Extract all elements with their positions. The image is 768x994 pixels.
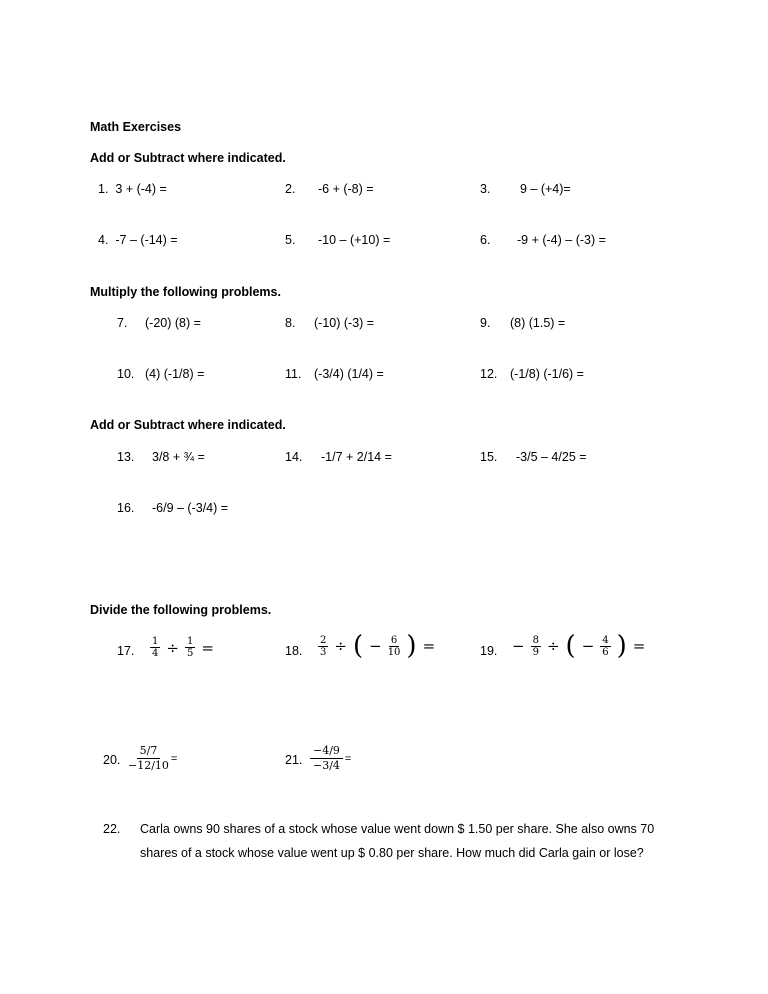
problem-number: 19. (480, 644, 498, 658)
numerator: 8 (532, 634, 539, 646)
problem-text: (8) (1.5) = (510, 316, 566, 330)
problem-number: 9. (480, 316, 491, 330)
complex-fraction (128, 744, 177, 773)
close-paren: ) (616, 631, 627, 661)
denominator: −3/4 (313, 759, 340, 772)
denominator: 6 (602, 646, 609, 658)
close-paren: ) (406, 631, 417, 661)
division-expression (150, 636, 214, 659)
problem-number: 20. (103, 753, 121, 767)
denominator: 10 (387, 646, 401, 658)
denominator: 3 (320, 646, 327, 658)
worksheet-title: Math Exercises (90, 120, 182, 134)
problem-number: 11. (285, 367, 302, 381)
problem-number: 3. (480, 182, 491, 196)
denominator: 5 (186, 648, 194, 659)
numerator: 6 (390, 634, 398, 646)
problem-number: 15. (480, 450, 498, 464)
problem-number: 13. (117, 450, 135, 464)
complex-fraction (310, 744, 351, 773)
problem-number: 12. (480, 367, 498, 381)
problem-text: (-10) (-3) = (314, 316, 375, 330)
problem-text: (4) (-1/8) = (145, 367, 205, 381)
division-expression (512, 633, 645, 659)
equals-sign: = (632, 637, 646, 655)
problem-text: 9 – (+4)= (520, 182, 571, 196)
problem-number: 10. (117, 367, 135, 381)
problem-text: 3/8 + ¾ = (152, 450, 205, 464)
equals-sign: = (422, 637, 436, 655)
divide-sign: ÷ (334, 637, 347, 655)
problem-number: 2. (285, 182, 296, 196)
section-heading: Add or Subtract where indicated. (90, 418, 286, 432)
problem-number: 17. (117, 644, 135, 658)
numerator: −4/9 (310, 744, 343, 759)
section-heading: Add or Subtract where indicated. (90, 151, 286, 165)
problem-text: 3 + (-4) = (115, 182, 167, 196)
problem-number: 5. (285, 233, 296, 247)
minus-sign: − (512, 637, 525, 655)
word-problem-line: Carla owns 90 shares of a stock whose value went down $ 1.50 per share. She also owns 70 (140, 822, 655, 836)
problem-number: 1. (98, 182, 109, 196)
numerator: 4 (602, 634, 609, 646)
problem-text: -1/7 + 2/14 = (321, 450, 392, 464)
section-heading: Multiply the following problems. (90, 285, 281, 299)
problem-text: -9 + (-4) – (-3) = (517, 233, 606, 247)
denominator: 9 (532, 646, 539, 658)
problem-4 (98, 233, 178, 248)
division-expression (318, 633, 435, 659)
problem-number: 16. (117, 501, 135, 515)
problem-number: 7. (117, 316, 128, 330)
problem-number: 18. (285, 644, 303, 658)
problem-text: -7 – (-14) = (115, 233, 178, 247)
numerator: 1 (186, 636, 194, 647)
problem-text: -3/5 – 4/25 = (516, 450, 587, 464)
problem-number: 22. (103, 822, 121, 836)
problem-1 (98, 182, 167, 197)
divide-sign: ÷ (166, 638, 179, 657)
minus-sign: − (581, 637, 595, 655)
problem-text: (-1/8) (-1/6) = (510, 367, 584, 381)
problem-text: -6/9 – (-3/4) = (152, 501, 229, 515)
problem-number: 14. (285, 450, 303, 464)
open-paren: ( (565, 631, 576, 661)
problem-number: 6. (480, 233, 491, 247)
numerator: 1 (152, 636, 159, 647)
numerator: 2 (320, 634, 327, 646)
equals-sign: = (344, 752, 352, 765)
problem-text: -6 + (-8) = (318, 182, 374, 196)
denominator: 4 (152, 648, 159, 659)
word-problem-line: shares of a stock whose value went up $ 0.80 per share. How much did Carla gain or lose? (140, 846, 644, 860)
problem-text: -10 – (+10) = (318, 233, 391, 247)
problem-number: 21. (285, 753, 303, 767)
divide-sign: ÷ (546, 637, 560, 655)
open-paren: ( (352, 631, 364, 661)
denominator: −12/10 (128, 759, 169, 772)
problem-number: 4. (98, 233, 109, 247)
numerator: 5/7 (137, 744, 161, 759)
problem-text: (-3/4) (1/4) = (314, 367, 384, 381)
problem-text: (-20) (8) = (145, 316, 201, 330)
equals-sign: = (201, 638, 214, 657)
problem-number: 8. (285, 316, 296, 330)
section-heading: Divide the following problems. (90, 603, 272, 617)
equals-sign: = (170, 752, 178, 765)
minus-sign: − (369, 637, 382, 655)
